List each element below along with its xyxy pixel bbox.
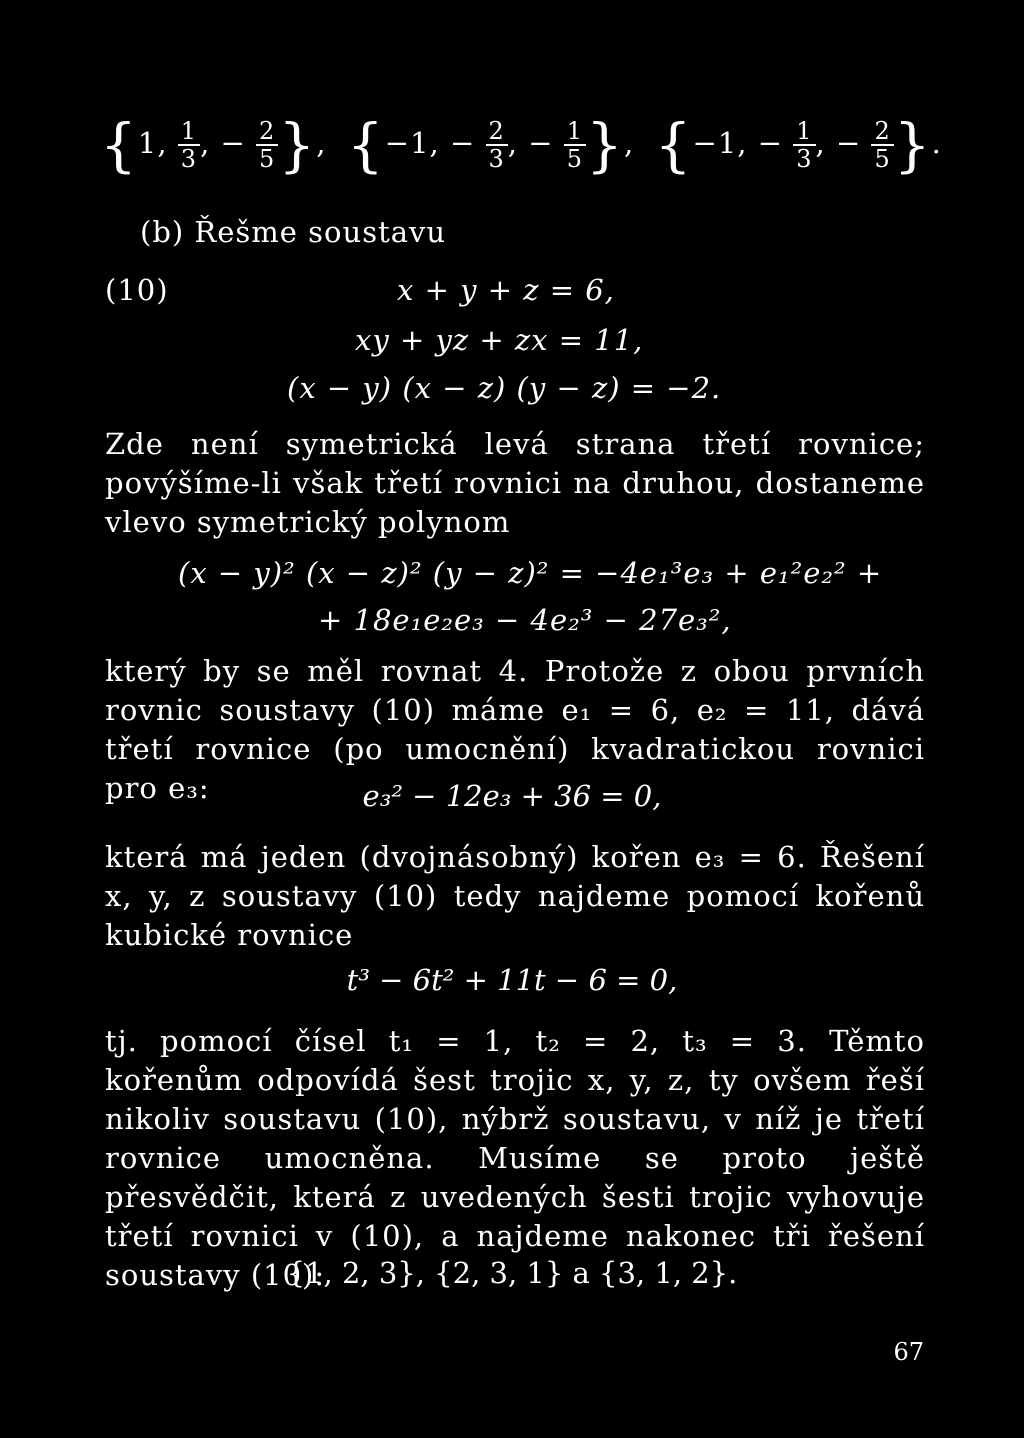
- polynomial-line-2: + 18e₁e₂e₃ − 4e₂³ − 27e₃²,: [318, 603, 732, 637]
- triple-1-a: 1,: [137, 126, 168, 160]
- fraction: $\frac{2}{3}$: [486, 118, 508, 172]
- system-label: (10): [105, 273, 169, 307]
- paragraph-2: který by se měl rovnat 4. Protože z obou prvních rovnic soustavy (10) máme e₁ = 6, e₂ = 11, dává třetí rovnice (po umocnění) kvadratickou rovnici pro e₃:: [105, 654, 925, 805]
- fraction: $\frac{1}{5}$: [564, 118, 586, 172]
- fraction: $\frac{1}{3}$: [793, 118, 815, 172]
- final-solutions: {1, 2, 3}, {2, 3, 1} a {3, 1, 2}.: [286, 1256, 738, 1290]
- paragraph-3: která má jeden (dvojnásobný) kořen e₃ = 6. Řešení x, y, z soustavy (10) tedy najdeme pomocí kořenů kubické rovnice: [105, 840, 925, 952]
- triple-2-a: −1, −: [384, 126, 476, 160]
- part-b-heading: (b) Řešme soustavu: [140, 215, 447, 249]
- equation-2: xy + yz + zx = 11,: [355, 323, 644, 357]
- polynomial-line-1: (x − y)² (x − z)² (y − z)² = −4e₁³e₃ + e₁²e₂² +: [178, 556, 883, 590]
- triple-3-a: −1, −: [692, 126, 784, 160]
- paragraph-1: Zde není symetrická levá strana třetí rovnice; povýšíme-li však třetí rovnici na druhou, dostaneme vlevo symetrický polynom: [105, 427, 925, 539]
- equation-3: (x − y) (x − z) (y − z) = −2.: [287, 371, 722, 405]
- page-number: 67: [893, 1338, 924, 1366]
- paragraph-4: tj. pomocí čísel t₁ = 1, t₂ = 2, t₃ = 3. Těmto kořenům odpovídá šest trojic x, y, z, ty ovšem řeší nikoliv soustavu (10), nýbrž soustavu, v níž je třetí rovnice umocněna. Musíme se proto ještě přesvědčit, která z uvedených šesti trojic vyhovuje třetí rovnici v (10), a najdeme nakonec tři řešení soustavy (10):: [105, 1024, 925, 1292]
- cubic-equation: t³ − 6t² + 11t − 6 = 0,: [346, 963, 678, 997]
- fraction: $\frac{2}{5}$: [256, 118, 278, 172]
- equation-1: x + y + z = 6,: [397, 273, 615, 307]
- quadratic-equation: e₃² − 12e₃ + 36 = 0,: [362, 779, 662, 813]
- fraction: $\frac{1}{3}$: [178, 118, 200, 172]
- fraction: $\frac{2}{5}$: [871, 118, 893, 172]
- top-solutions: {1, $\frac{1}{3}$ , − $\frac{2}{5}$ }, {−1, − $\frac{2}{3}$ , − $\frac{1}{5}$ }, {−1, − $\frac{1}{3}$ , − $\frac{2}{5}$ }.: [100, 111, 942, 179]
